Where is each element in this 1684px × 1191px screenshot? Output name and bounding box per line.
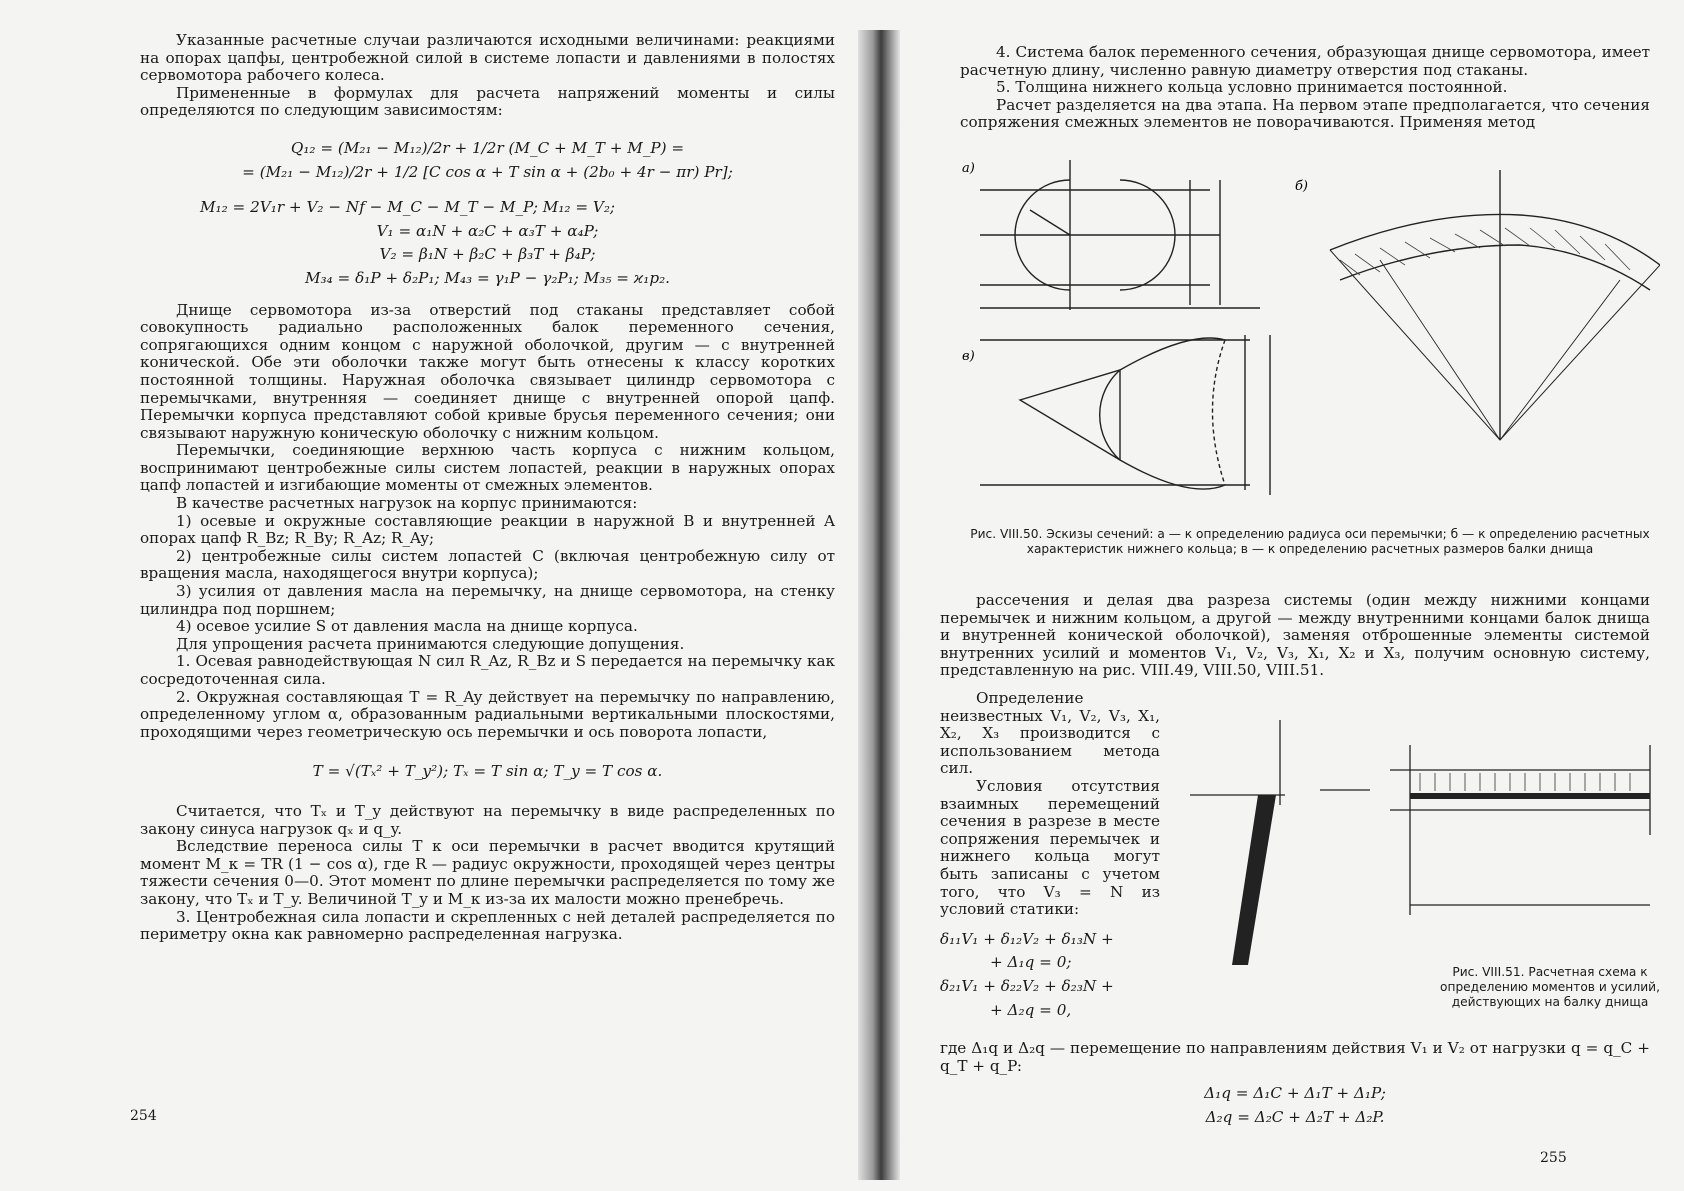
- paragraph: 4. Система балок переменного сечения, образующая днище сервомотора, имеет расчетную длину, численно равную диаметру отверстия под стаканы.: [960, 43, 1650, 79]
- equation-v2: V₂ = β₁N + β₂C + β₃T + β₄P;: [379, 245, 596, 264]
- paragraph: 5. Толщина нижнего кольца условно принимается постоянной.: [996, 78, 1508, 97]
- paragraph: Перемычки, соединяющие верхнюю часть корпуса с нижним кольцом, воспринимают центробежные силы систем лопастей, реакции в наружных опорах цапф лопастей и изгибающие моменты от смежных элементов.: [140, 441, 835, 495]
- paragraph: Примененные в формулах для расчета напряжений моменты и силы определяются по следующим зависимостям:: [140, 83, 835, 120]
- equation-1b: + Δ₁q = 0;: [990, 953, 1072, 972]
- figure-label-b: б): [1295, 179, 1309, 194]
- equation-1a: δ₁₁V₁ + δ₁₂V₂ + δ₁₃N +: [940, 929, 1114, 948]
- paragraph: Днище сервомотора из-за отверстий под стаканы представляет собой совокупность радиально расположенных балок переменного сечения, сопрягающихся одним концом с наружной оболочкой, другим — с внутренней конической. Обе эти оболочки также могут быть отнесены к классу коротких постоянной толщины. Наружная оболочка связывает цилиндр сервомотора с перемычками, внутренняя — соединяет днище с внутренней опорой цапф. Перемычки корпуса представляют собой кривые брусья переменного сечения; они связывают наружную коническую оболочку с нижним кольцом.: [140, 300, 835, 442]
- right-middle-text: [940, 592, 1650, 680]
- paragraph: где Δ₁q и Δ₂q — перемещение по направлениям действия V₁ и V₂ от нагрузки q = q_C + q_T + q_P:: [940, 1039, 1650, 1075]
- figure-51-caption: Рис. VIII.51. Расчетная схема к определению моментов и усилий, действующих на балку днища: [1440, 965, 1660, 1009]
- paragraph: рассечения и делая два разреза системы (один между нижними концами перемычек и нижним кольцом, а другой — между внутренними концами балок днища и внутренней конической оболочкой), заменяя отброшенные элементы системой внутренних усилий и моментов V₁, V₂, V₃, X₁, X₂ и X₃, получим основную систему, представленную на рис. VIII.49, VIII.50, VIII.51.: [940, 591, 1650, 680]
- paragraph: Указанные расчетные случаи различаются исходными величинами: реакциями на опорах цапфы, центробежной силой в системе лопасти и давлениями в полостях сервомотора рабочего колеса.: [140, 31, 835, 85]
- right-page: [900, 0, 1684, 1191]
- paragraph: Расчет разделяется на два этапа. На первом этапе предполагается, что сечения сопряжения смежных элементов не поворачиваются. Применяя метод: [960, 95, 1650, 132]
- equation-d2: Δ₂q = Δ₂C + Δ₂T + Δ₂P.: [1205, 1107, 1385, 1126]
- equation-v1: V₁ = α₁N + α₂C + α₃T + α₄P;: [376, 221, 599, 240]
- right-top-text: [960, 44, 1650, 132]
- figure-50-caption: Рис. VIII.50. Эскизы сечений: а — к определению радиуса оси перемычки; б — к определению расчетных характеристик нижнего кольца; в — к определению расчетных размеров балки днища: [970, 527, 1650, 556]
- paragraph: 3. Центробежная сила лопасти и скрепленных с ней деталей распределяется по периметру окна как равномерно распределенная нагрузка.: [140, 907, 835, 944]
- narrow-column: [940, 690, 1160, 1025]
- figure-label-v: в): [962, 349, 975, 364]
- paragraph: Определение неизвестных V₁, V₂, V₃, X₁, X₂, X₃ производится с использованием метода сил.: [940, 689, 1160, 778]
- left-column: [140, 32, 835, 944]
- equation-m12: M₁₂ = 2V₁r + V₂ − Nf − M_C − M_T − M_P; M₁₂ = V₂;: [200, 198, 616, 217]
- equation-d1: Δ₁q = Δ₁C + Δ₁T + Δ₁P;: [1204, 1084, 1386, 1103]
- figure-viii-51: [1170, 715, 1670, 995]
- right-bottom-text: [940, 1040, 1650, 1132]
- equation-q12-b: = (M₂₁ − M₁₂)/2r + 1/2 [C cos α + T sin α + (2b₀ + 4r − πr) Pr];: [242, 162, 733, 181]
- paragraph: Для упрощения расчета принимаются следующие допущения.: [176, 634, 685, 653]
- paragraph: 3) усилия от давления масла на перемычку, на днище сервомотора, на стенку цилиндра под поршнем;: [140, 582, 835, 618]
- paragraph: 1) осевые и окружные составляющие реакции в наружной B и внутренней A опорах цапф R_Bz; R_By; R_Az; R_Ay;: [140, 511, 835, 548]
- paragraph: 1. Осевая равнодействующая N сил R_Az, R_Bz и S передается на перемычку как сосредоточенная сила.: [140, 652, 835, 688]
- equation-2b: + Δ₂q = 0,: [990, 1000, 1072, 1019]
- equation-q12-a: Q₁₂ = (M₂₁ − M₁₂)/2r + 1/2r (M_C + M_T + M_P) =: [290, 138, 685, 157]
- page-number-left: 254: [130, 1108, 157, 1124]
- figure-viii-50: [960, 150, 1660, 530]
- equation-2a: δ₂₁V₁ + δ₂₂V₂ + δ₂₃N +: [940, 976, 1114, 995]
- equation-t: T = √(Tₓ² + T_y²); Tₓ = T sin α; T_y = T cos α.: [312, 762, 663, 781]
- paragraph: Считается, что Tₓ и T_y действуют на перемычку в виде распределенных по закону синуса нагрузок qₓ и q_y.: [140, 801, 835, 838]
- paragraph: Условия отсутствия взаимных перемещений сечения в разрезе в месте сопряжения перемычек и нижнего кольца могут быть записаны с учетом того, что V₃ = N из условий статики:: [940, 776, 1160, 919]
- equation-m34: M₃₄ = δ₁P + δ₂P₁; M₄₃ = γ₁P − γ₂P₁; M₃₅ = ϰ₁p₂.: [304, 268, 671, 287]
- page-number-right: 255: [1540, 1150, 1567, 1166]
- paragraph: В качестве расчетных нагрузок на корпус принимаются:: [176, 494, 638, 513]
- paragraph: 2. Окружная составляющая T = R_Ay действует на перемычку по направлению, определенному углом α, образованным радиальными вертикальными плоскостями, проходящими через геометрическую ось перемычки и ось поворота лопасти,: [140, 687, 835, 741]
- paragraph: 4) осевое усилие S от давления масла на днище корпуса.: [176, 617, 638, 636]
- figure-label-a: а): [962, 161, 975, 176]
- paragraph: 2) центробежные силы систем лопастей C (включая центробежную силу от вращения масла, находящегося внутри корпуса);: [140, 546, 835, 583]
- paragraph: Вследствие переноса силы T к оси перемычки в расчет вводится крутящий момент M_к = TR (1 − cos α), где R — радиус окружности, проходящей через центры тяжести сечения 0—0. Этот момент по длине перемычки распределяется по тому же закону, что Tₓ и T_y. Величиной T_y и M_к из-за их малости можно пренебречь.: [140, 837, 835, 908]
- book-gutter: [858, 30, 900, 1180]
